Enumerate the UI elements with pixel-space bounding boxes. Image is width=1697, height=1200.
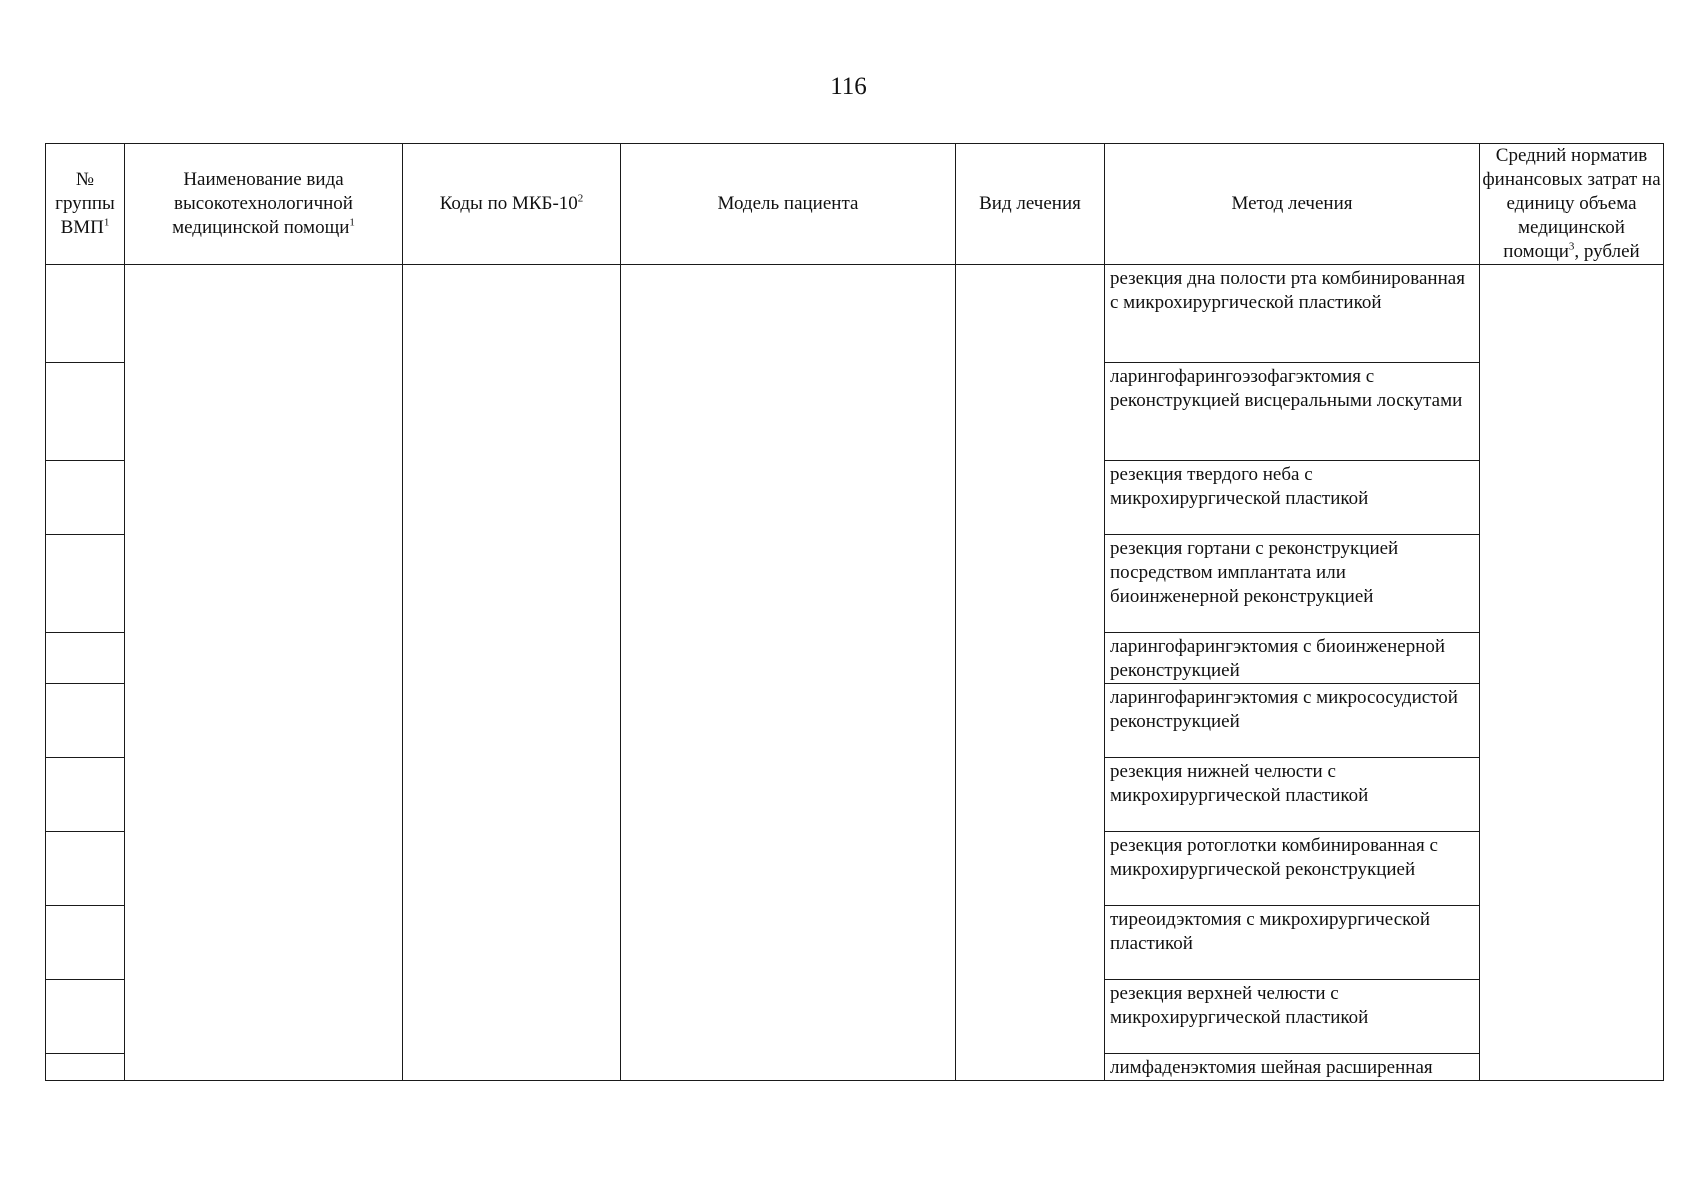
header-care-type: Наименование вида высокотехнологичной медицинской помощи$^1$ bbox=[125, 144, 403, 265]
avg-cost-cell bbox=[1480, 265, 1664, 1081]
group-no-cell bbox=[46, 633, 125, 684]
group-no-cell bbox=[46, 684, 125, 758]
group-no-cell bbox=[46, 980, 125, 1054]
header-icd-codes: Коды по МКБ-$10^2$ bbox=[403, 144, 621, 265]
care-type-cell bbox=[125, 265, 403, 1081]
group-no-cell bbox=[46, 363, 125, 461]
method-cell: резекция нижней челюсти с микрохирургической пластикой bbox=[1105, 758, 1480, 832]
treatment-kind-cell bbox=[956, 265, 1105, 1081]
method-cell: ларингофарингоэзофагэктомия с реконструкцией висцеральными лоскутами bbox=[1105, 363, 1480, 461]
vmp-table bbox=[45, 143, 1664, 1081]
method-cell: ларингофарингэктомия с биоинженерной реконструкцией bbox=[1105, 633, 1480, 684]
method-cell: резекция дна полости рта комбинированная с микрохирургической пластикой bbox=[1105, 265, 1480, 363]
page-number: 116 bbox=[830, 73, 867, 100]
header-row bbox=[46, 144, 1664, 265]
header-avg-cost: Средний норматив финансовых затрат на единицу объема медицинской помощи$^3$, рублей bbox=[1480, 144, 1664, 265]
method-cell: тиреоидэктомия с микрохирургической пластикой bbox=[1105, 906, 1480, 980]
group-no-cell bbox=[46, 461, 125, 535]
group-no-cell bbox=[46, 265, 125, 363]
header-treatment-kind: Вид лечения bbox=[956, 144, 1105, 265]
group-no-cell bbox=[46, 906, 125, 980]
icd-codes-cell bbox=[403, 265, 621, 1081]
method-cell: резекция твердого неба с микрохирургической пластикой bbox=[1105, 461, 1480, 535]
group-no-cell bbox=[46, 535, 125, 633]
table-row bbox=[46, 265, 1664, 363]
header-treatment-method: Метод лечения bbox=[1105, 144, 1480, 265]
group-no-cell bbox=[46, 832, 125, 906]
header-group-no: № группы ВМП$^1$ bbox=[46, 144, 125, 265]
group-no-cell bbox=[46, 1054, 125, 1081]
patient-model-cell bbox=[621, 265, 956, 1081]
method-cell: резекция гортани с реконструкцией посредством имплантата или биоинженерной реконструкцией bbox=[1105, 535, 1480, 633]
method-cell: ларингофарингэктомия с микрососудистой реконструкцией bbox=[1105, 684, 1480, 758]
method-cell: резекция верхней челюсти с микрохирургической пластикой bbox=[1105, 980, 1480, 1054]
header-patient-model: Модель пациента bbox=[621, 144, 956, 265]
method-cell: резекция ротоглотки комбинированная с микрохирургической реконструкцией bbox=[1105, 832, 1480, 906]
method-cell: лимфаденэктомия шейная расширенная bbox=[1105, 1054, 1480, 1081]
group-no-cell bbox=[46, 758, 125, 832]
